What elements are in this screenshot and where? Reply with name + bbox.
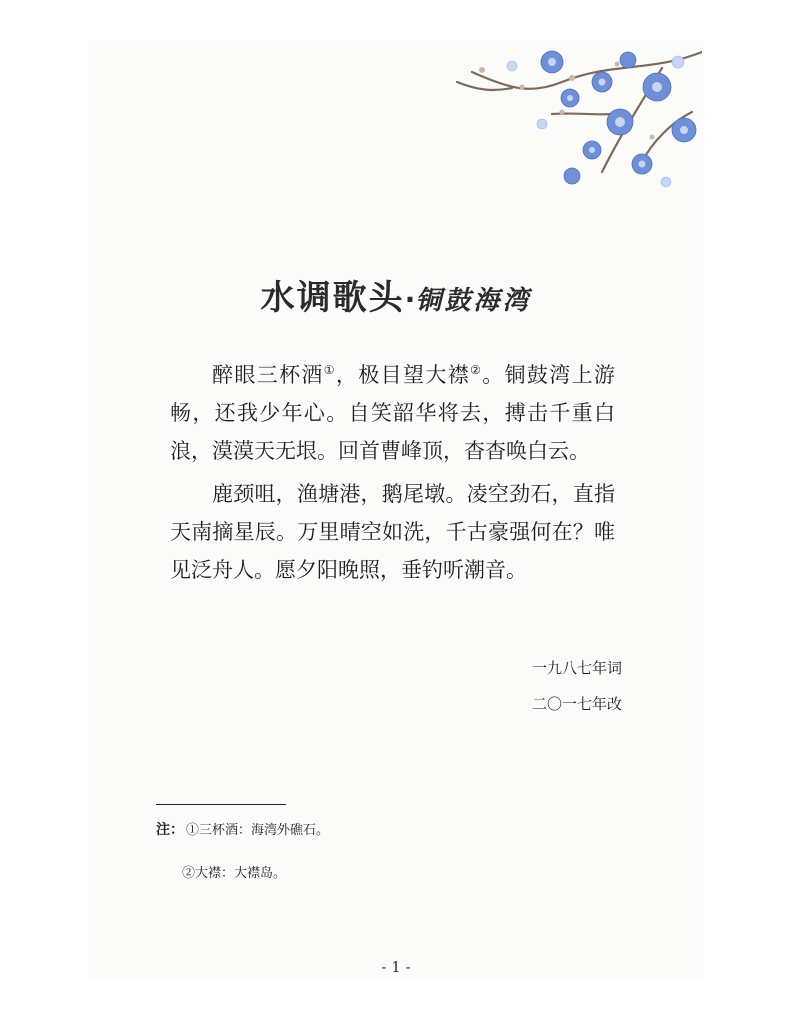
page-number: - 1 - bbox=[381, 958, 411, 976]
document-page bbox=[90, 42, 702, 978]
footnote-1 bbox=[156, 820, 329, 840]
title-separator: · bbox=[404, 283, 416, 316]
stanza-1 bbox=[170, 356, 615, 470]
poem-body bbox=[170, 356, 615, 594]
revised-date: 二〇一七年改 bbox=[531, 695, 622, 713]
written-date: 一九八七年词 bbox=[531, 659, 622, 677]
footnote-ref-1: ① bbox=[323, 363, 336, 377]
footnote-2: ②大襟：大襟岛。 bbox=[182, 866, 287, 881]
footnote-divider bbox=[156, 804, 286, 805]
footnote-1-text: ①三杯酒：海湾外礁石。 bbox=[186, 823, 330, 838]
date-block bbox=[532, 650, 622, 722]
title-subtitle: 铜鼓海湾 bbox=[415, 286, 532, 316]
poem-title bbox=[90, 270, 702, 319]
stanza-2: 鹿颈咀，渔塘港，鹅尾墩。凌空劲石，直指天南摘星辰。万里晴空如洗，千古豪强何在？唯见泛舟人。愿夕阳晚照，垂钓听潮音。 bbox=[170, 482, 615, 582]
footnote-label: 注： bbox=[156, 822, 184, 838]
stanza-1-part-3: 。铜鼓湾上游畅，还我少年心。自笑韶华将去，搏击千重白浪，漠漠天无垠。回首曹峰顶，杳杳唤白云。 bbox=[170, 363, 615, 463]
plum-blossom-icon bbox=[452, 42, 702, 202]
footnotes bbox=[156, 820, 329, 884]
title-main: 水调歌头 bbox=[260, 278, 405, 318]
stanza-1-part-2: ，极目望大襟 bbox=[335, 363, 471, 387]
stanza-1-part-1: 醉眼三杯酒 bbox=[212, 363, 324, 387]
footnote-ref-2: ② bbox=[470, 363, 483, 377]
